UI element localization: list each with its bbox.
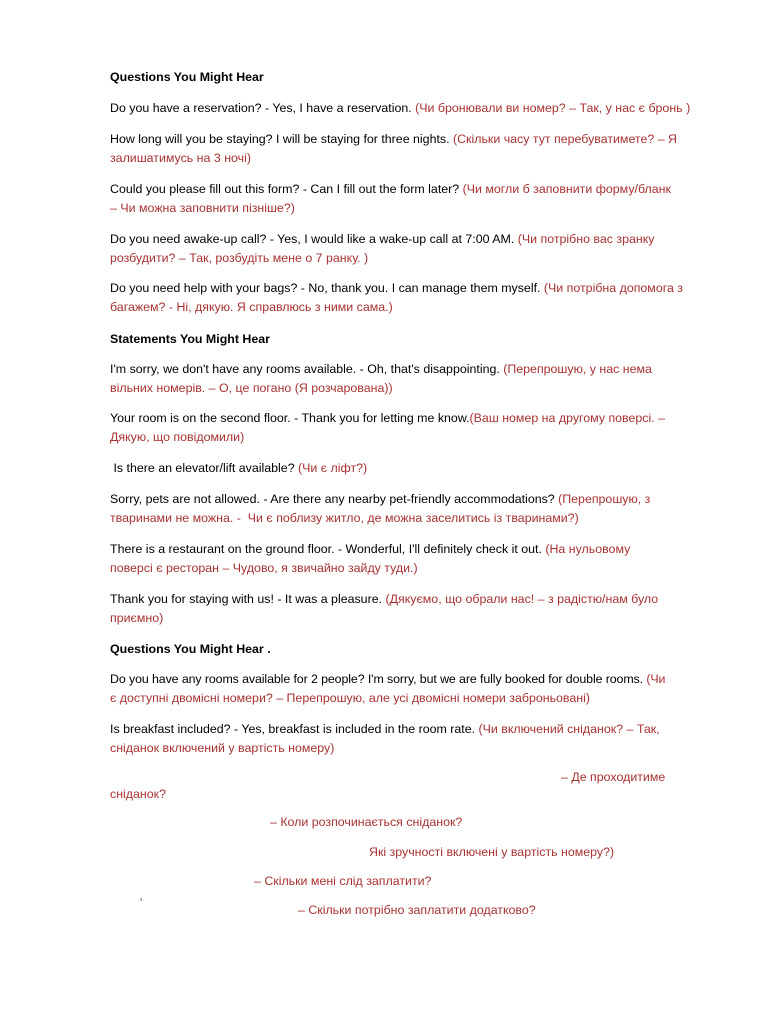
english-phrase: Your room is on the second floor. - Thank you for letting me know. [110, 411, 470, 425]
ukrainian-translation: (Чи є ліфт?) [298, 461, 368, 475]
english-phrase: Could you please fill out this form? - Can I fill out the form later? [110, 182, 463, 196]
english-phrase: Do you have a reservation? - Yes, I have a reservation. [110, 101, 416, 115]
stray-mark: ʼ [140, 898, 143, 909]
phrase-item [110, 591, 658, 607]
phrase-item [110, 721, 660, 737]
phrase-item [110, 280, 683, 296]
english-phrase: I'm sorry, we don't have any rooms available. - Oh, that's disappointing. [110, 362, 504, 376]
ukrainian-translation: (Чи бронювали ви номер? – Так, у нас є бронь ) [415, 101, 691, 115]
ukrainian-translation-continued: – Чи можна заповнити пізніше?) [110, 201, 295, 215]
phrase-item [110, 541, 630, 557]
ukrainian-translation: (Чи [646, 672, 666, 686]
ukrainian-translation-continued: поверсі є ресторан – Чудово, я звичайно зайду туди.) [110, 561, 418, 575]
phrase-item [110, 671, 665, 687]
phrase-item [110, 491, 650, 507]
translation-fragment: Які зручності включені у вартість номеру?) [369, 845, 615, 859]
section-heading-questions-2: Questions You Might Hear . [110, 642, 271, 656]
ukrainian-translation-continued: багажем? - Ні, дякую. Я справлюсь з ними сама.) [110, 300, 393, 314]
ukrainian-translation-continued: розбудити? – Так, розбудіть мене о 7 ранку. ) [110, 251, 369, 265]
ukrainian-translation-continued: сніданок включений у вартість номеру) [110, 741, 335, 755]
translation-fragment: – Скільки потрібно заплатити додатково? [298, 903, 536, 917]
english-phrase: Sorry, pets are not allowed. - Are there any nearby pet-friendly accommodations? [110, 492, 559, 506]
ukrainian-translation: (Чи включений сніданок? – Так, [478, 722, 660, 736]
translation-fragment: сніданок? [110, 787, 166, 801]
phrase-item [110, 460, 367, 476]
translation-fragment: – Коли розпочинається сніданок? [270, 815, 463, 829]
phrase-item [110, 100, 690, 116]
ukrainian-translation: (Чи могли б заповнити форму/бланк [462, 182, 671, 196]
ukrainian-translation-continued: залишатимусь на 3 ночі) [110, 151, 251, 165]
section-heading-questions: Questions You Might Hear [110, 70, 264, 84]
ukrainian-translation: (На нульовому [545, 542, 631, 556]
english-phrase: How long will you be staying? I will be staying for three nights. [110, 132, 453, 146]
english-phrase: There is a restaurant on the ground floor. - Wonderful, I'll definitely check it out. [110, 542, 546, 556]
english-phrase: Is there an elevator/lift available? [110, 461, 299, 475]
section-heading-statements: Statements You Might Hear [110, 332, 270, 346]
ukrainian-translation-continued: вільних номерів. – О, це погано (Я розчарована)) [110, 381, 393, 395]
phrase-item [110, 361, 652, 377]
ukrainian-translation-continued: є доступні двомісні номери? – Перепрошую, але усі двомісні номери заброньовані) [110, 691, 590, 705]
english-phrase: Do you need help with your bags? - No, thank you. I can manage them myself. [110, 281, 544, 295]
phrase-item [110, 181, 671, 197]
ukrainian-translation-continued: Дякую, що повідомили) [110, 430, 245, 444]
ukrainian-translation: (Перепрошую, у нас нема [503, 362, 652, 376]
english-phrase: Do you need awake-up call? - Yes, I would like a wake-up call at 7:00 AM. [110, 232, 518, 246]
phrase-item [110, 410, 665, 426]
ukrainian-translation: (Чи потрібна допомога з [543, 281, 683, 295]
english-phrase: Is breakfast included? - Yes, breakfast is included in the room rate. [110, 722, 479, 736]
ukrainian-translation: (Перепрошую, з [558, 492, 651, 506]
ukrainian-translation: (Скільки часу тут перебуватимете? – Я [452, 132, 677, 146]
ukrainian-translation-continued: приємно) [110, 611, 164, 625]
ukrainian-translation: (Ваш номер на другому поверсі. – [469, 411, 666, 425]
ukrainian-translation: (Чи потрібно вас зранку [517, 232, 655, 246]
phrase-item [110, 131, 677, 147]
phrase-item [110, 231, 654, 247]
translation-fragment: – Де проходитиме [561, 770, 666, 784]
english-phrase: Thank you for staying with us! - It was a pleasure. [110, 592, 386, 606]
translation-fragment: – Скільки мені слід заплатити? [254, 874, 432, 888]
ukrainian-translation: (Дякуємо, що обрали нас! – з радістю/нам було [385, 592, 659, 606]
english-phrase: Do you have any rooms available for 2 people? I'm sorry, but we are fully booked for double rooms. [110, 672, 647, 686]
ukrainian-translation-continued: тваринами не можна. - Чи є поблизу житло, де можна заселитись із тваринами?) [110, 511, 579, 525]
